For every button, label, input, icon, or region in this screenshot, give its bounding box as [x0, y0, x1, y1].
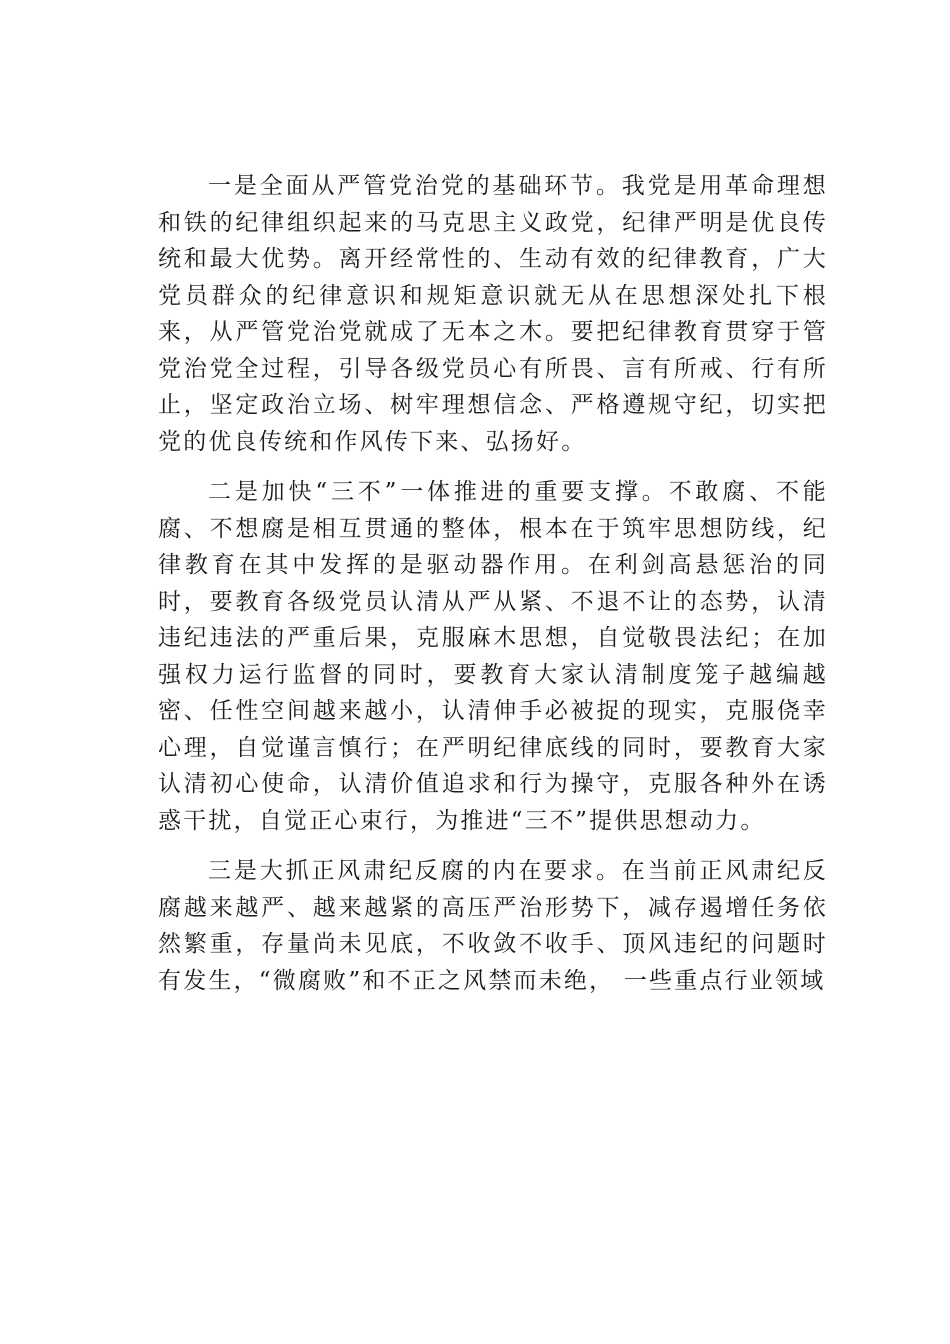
paragraph-2: 二是加快“三不”一体推进的重要支撑。不敢腐、不能腐、不想腐是相互贯通的整体，根本在于筑牢思想防线，纪律教育在其中发挥的是驱动器作用。在利剑高悬惩治的同时，要教育各级党员认清从严从紧、不退不让的态势，认清违纪违法的严重后果，克服麻木思想，自觉敬畏法纪；在加强权力运行监督的同时，要教育大家认清制度笼子越编越密、任性空间越来越小，认清伸手必被捉的现实，克服侥幸心理，自觉谨言慎行；在严明纪律底线的同时，要教育大家认清初心使命，认清价值追求和行为操守，克服各种外在诱惑干扰，自觉正心束行，为推进“三不”提供思想动力。	[158, 479, 828, 834]
paragraph-1: 一是全面从严管党治党的基础环节。我党是用革命理想和铁的纪律组织起来的马克思主义政党，纪律严明是优良传统和最大优势。离开经常性的、生动有效的纪律教育，广大党员群众的纪律意识和规矩意识就无从在思想深处扎下根来，从严管党治党就成了无本之木。要把纪律教育贯穿于管党治党全过程，引导各级党员心有所畏、言有所戒、行有所止，坚定政治立场、树牢理想信念、严格遵规守纪，切实把党的优良传统和作风传下来、弘扬好。	[158, 173, 828, 455]
document-body	[158, 168, 828, 1013]
paragraph-3: 三是大抓正风肃纪反腐的内在要求。在当前正风肃纪反腐越来越严、越来越紧的高压严治形势下，减存遏增任务依然繁重，存量尚未见底，不收敛不收手、顶风违纪的问题时有发生，“微腐败”和不正之风禁而未绝， 一些重点行业领域	[158, 858, 828, 994]
